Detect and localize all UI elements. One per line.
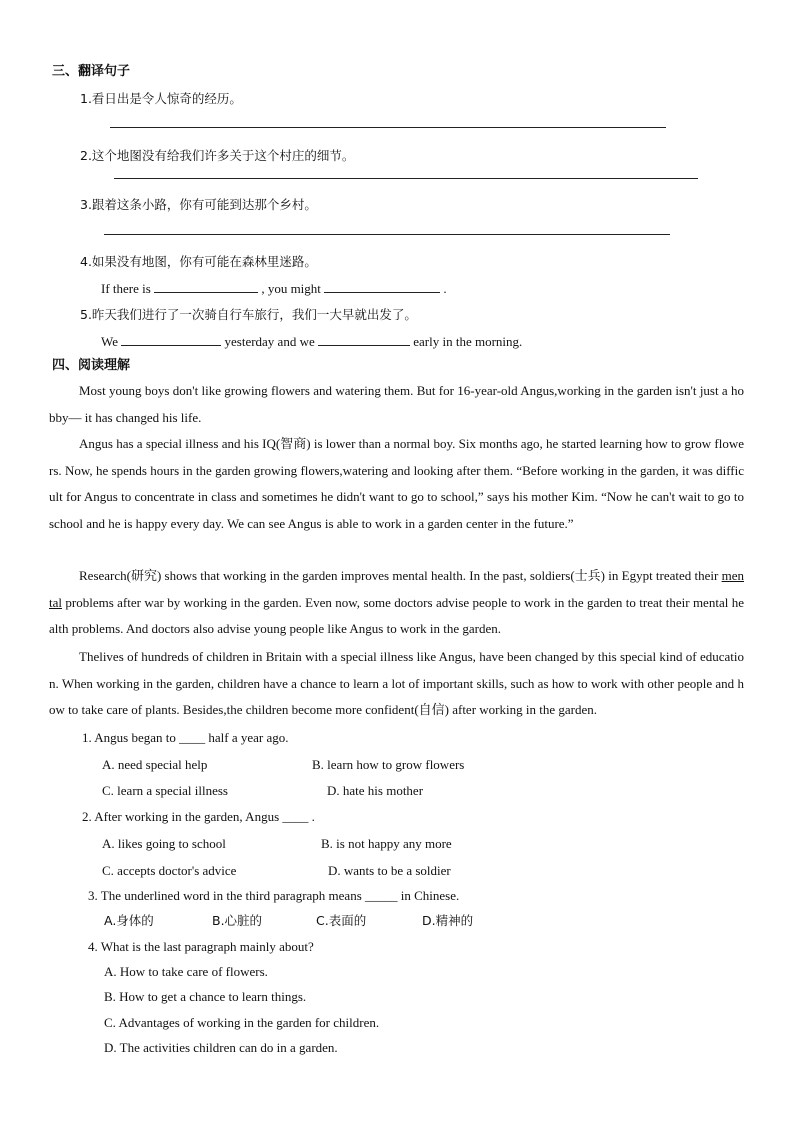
passage-paragraph-2: Angus has a special illness and his IQ(智商) is lower than a normal boy. Six months ago, he started learning how to grow flowers. Now, he spends hours in the garden growing flowers,watering and looking after them. “Before working in the garden, it was difficult for Angus to concentrate in class and sometimes he didn't want to go to school,” says his mother Kim. “Now he can't wait to go to school and he is happy every day. We can see Angus is able to work in a garden center in the future.”	[49, 436, 744, 531]
fill-line-5	[101, 333, 522, 350]
question-1-option-c[interactable]: C. learn a special illness	[102, 783, 228, 798]
passage-paragraph-1: Most young boys don't like growing flowers and watering them. But for 16-year-old Angus,working in the garden isn't just a hobby— it has changed his life.	[49, 383, 744, 425]
translation-item-3: 3.跟着这条小路，你有可能到达那个乡村。	[80, 197, 317, 212]
question-3-option-b[interactable]: B.心脏的	[212, 913, 263, 928]
section-3-title: 三、翻译句子	[52, 64, 131, 79]
fill-5-prefix: We	[101, 334, 118, 349]
question-4-option-b[interactable]: B. How to get a chance to learn things.	[104, 989, 307, 1004]
fill-4-prefix: If there is	[101, 281, 151, 296]
fill-4-middle: , you might	[261, 281, 321, 296]
answer-line-3[interactable]	[104, 234, 670, 235]
question-2-option-d[interactable]: D. wants to be a soldier	[328, 863, 451, 878]
translation-item-4: 4.如果没有地图，你有可能在森林里迷路。	[80, 254, 317, 269]
translation-item-5: 5.昨天我们进行了一次骑自行车旅行，我们一大早就出发了。	[80, 307, 417, 322]
underlined-word: mental	[49, 568, 745, 610]
passage-paragraph-4: Thelives of hundreds of children in Britain with a special illness like Angus, have been changed by this special kind of education. When working in the garden, children have a chance to learn a lot of important skills, such as how to work with other people and how to take care of plants. Besides,the children become more confident(自信) after working in the garden.	[49, 649, 744, 717]
paragraph-3-start: Research(研究) shows that working in the garden improves mental health. In the past, soldiers(士兵) in Egypt treated their	[79, 568, 722, 583]
answer-line-1[interactable]	[110, 127, 666, 128]
blank-5b[interactable]	[318, 333, 410, 346]
question-2-option-a[interactable]: A. likes going to school	[102, 836, 226, 851]
fill-5-suffix: early in the morning.	[413, 334, 523, 349]
question-3-option-c[interactable]: C.表面的	[316, 913, 367, 928]
question-3-option-a[interactable]: A.身体的	[104, 913, 154, 928]
blank-5a[interactable]	[121, 333, 221, 346]
translation-item-1: 1.看日出是令人惊奇的经历。	[80, 91, 242, 106]
translation-item-2: 2.这个地图没有给我们许多关于这个村庄的细节。	[80, 148, 355, 163]
blank-4a[interactable]	[154, 280, 258, 293]
section-4-title: 四、阅读理解	[52, 358, 131, 373]
fill-line-4	[101, 280, 447, 297]
question-1-stem: 1. Angus began to ____ half a year ago.	[82, 730, 289, 745]
blank-4b[interactable]	[324, 280, 440, 293]
question-4-option-c[interactable]: C. Advantages of working in the garden for children.	[104, 1015, 380, 1030]
question-4-stem: 4. What is the last paragraph mainly about?	[88, 939, 314, 954]
fill-4-suffix: .	[443, 281, 447, 296]
question-2-option-b[interactable]: B. is not happy any more	[321, 836, 452, 851]
question-1-option-a[interactable]: A. need special help	[102, 757, 208, 772]
question-3-option-d[interactable]: D.精神的	[422, 913, 474, 928]
fill-5-middle: yesterday and we	[224, 334, 315, 349]
question-4-option-a[interactable]: A. How to take care of flowers.	[104, 964, 268, 979]
question-2-option-c[interactable]: C. accepts doctor's advice	[102, 863, 237, 878]
paragraph-3-end: problems after war by working in the garden. Even now, some doctors advise people to work in the garden to treat their mental health problems. And doctors also advise young people like Angus to work in the garden.	[49, 594, 744, 636]
question-1-option-b[interactable]: B. learn how to grow flowers	[312, 757, 465, 772]
question-1-option-d[interactable]: D. hate his mother	[327, 783, 424, 798]
question-3-stem: 3. The underlined word in the third paragraph means _____ in Chinese.	[88, 888, 460, 903]
question-4-option-d[interactable]: D. The activities children can do in a garden.	[104, 1040, 338, 1055]
answer-line-2[interactable]	[114, 178, 698, 179]
passage-paragraph-3	[49, 563, 744, 643]
question-2-stem: 2. After working in the garden, Angus ____ .	[82, 809, 315, 824]
